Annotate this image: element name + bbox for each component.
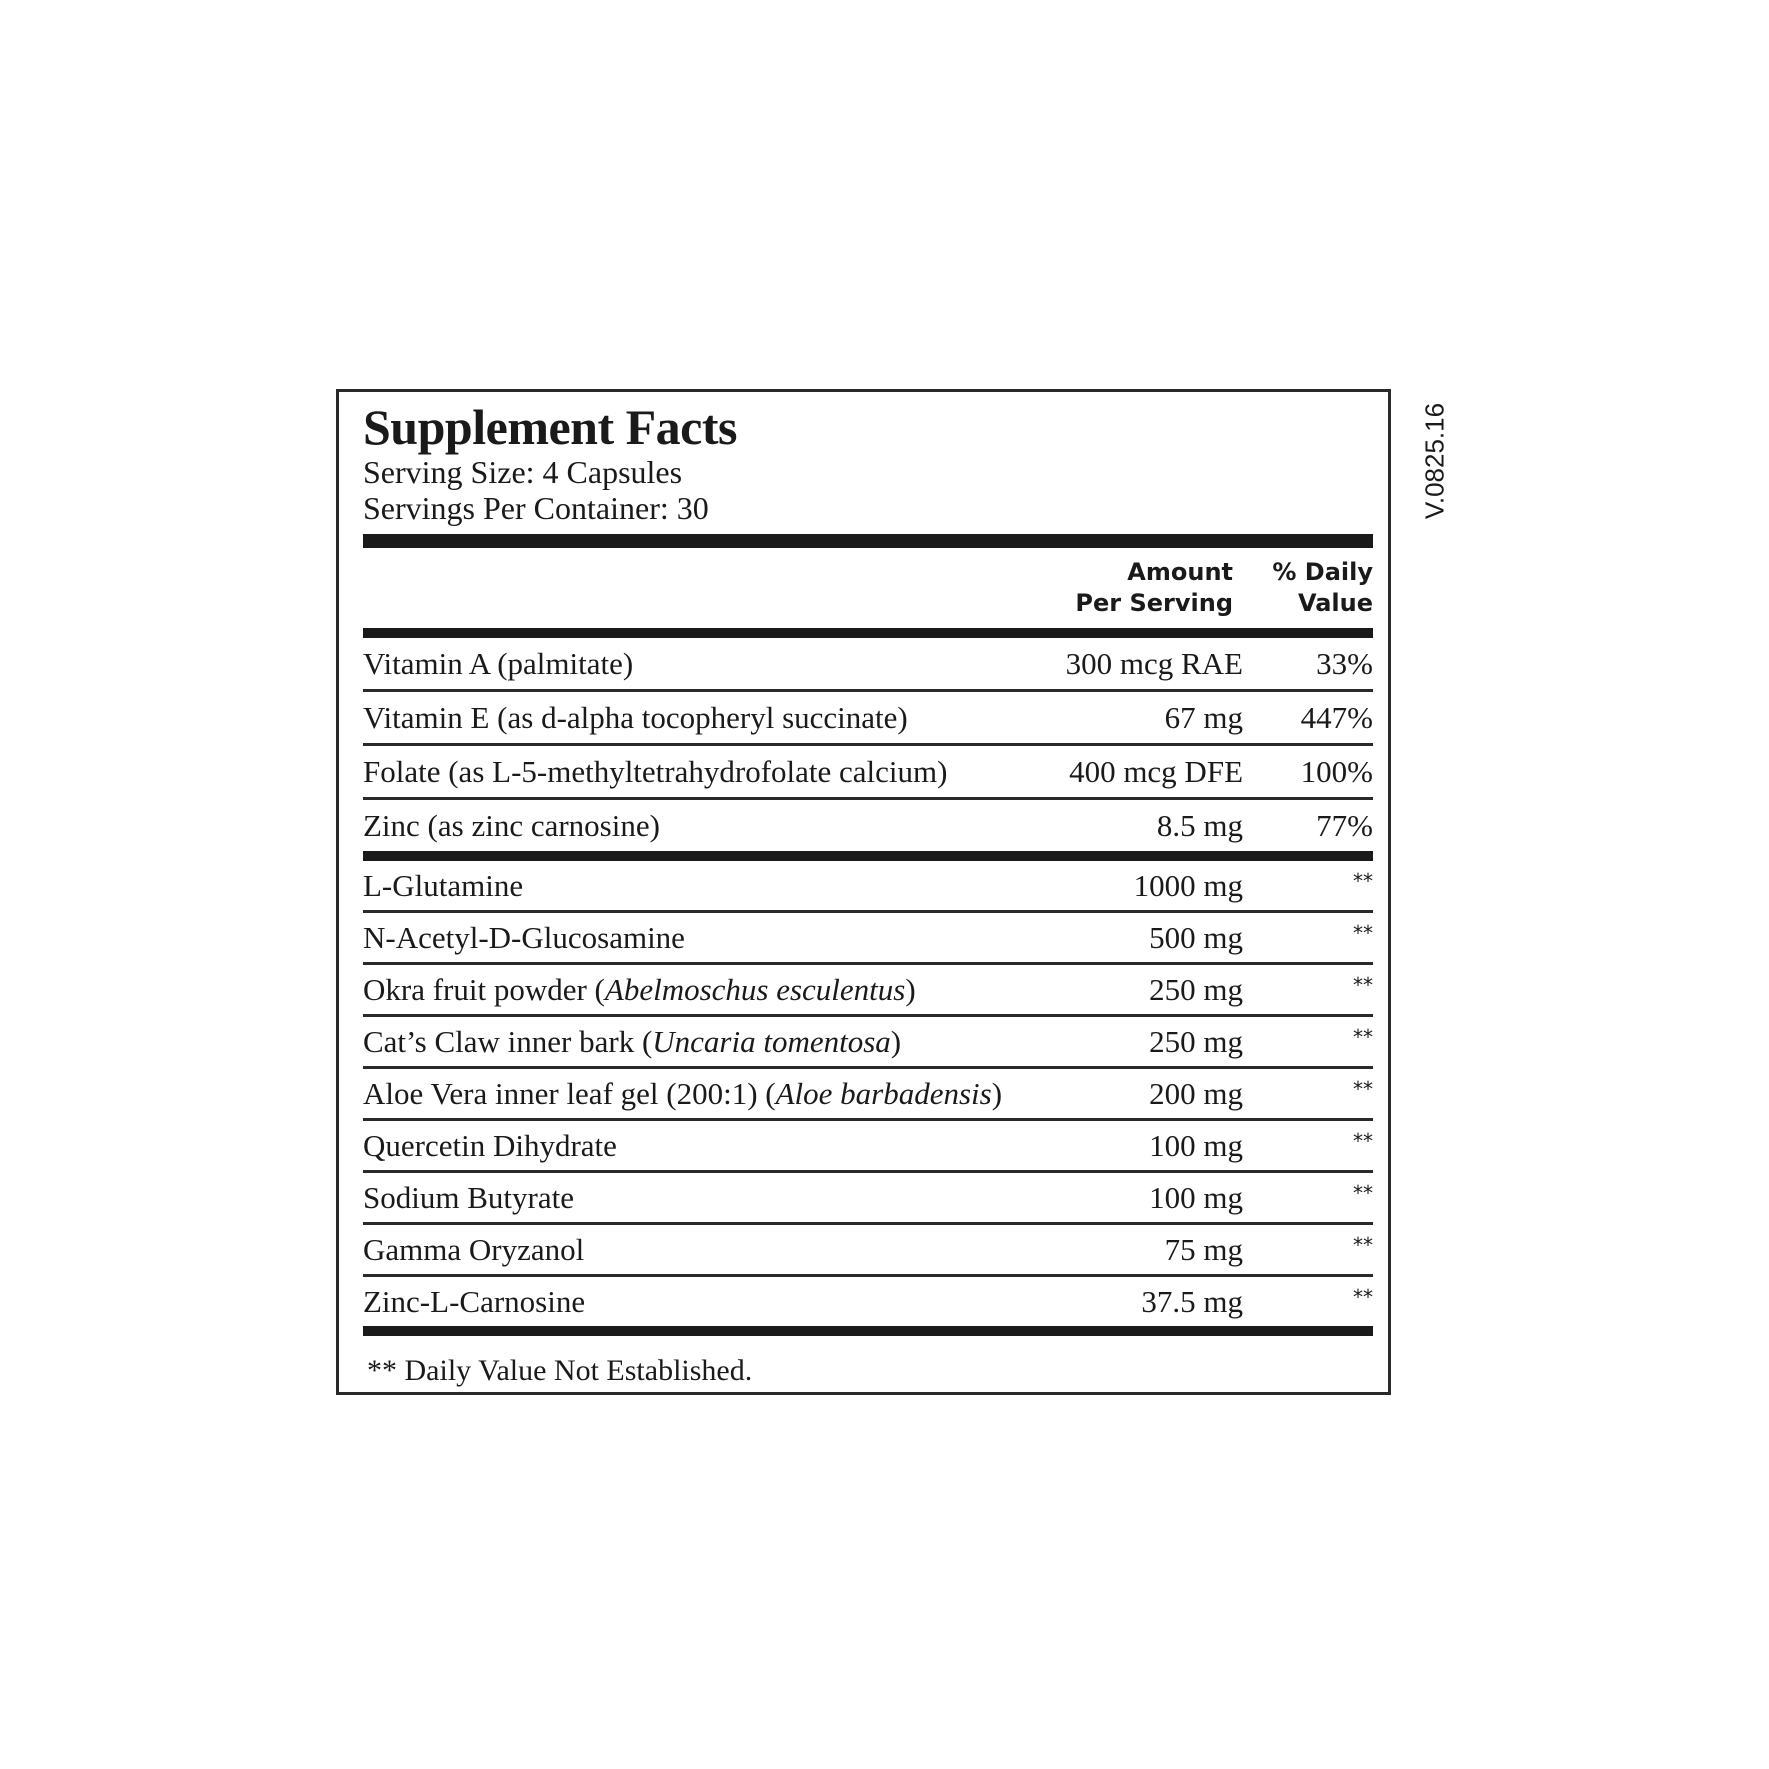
table-row (363, 861, 1373, 913)
servings-per-container: Servings Per Container: 30 (363, 490, 709, 526)
nutrient-name: Vitamin A (palmitate) (363, 645, 634, 681)
nutrient-amount: 400 mcg DFE (1069, 753, 1243, 789)
nutrient-dv: 447% (1300, 699, 1373, 735)
nutrient-amount: 8.5 mg (1156, 807, 1243, 843)
nutrient-name: Vitamin E (as d-alpha tocopheryl succinate) (363, 699, 908, 735)
ingredient-latin-name: Aloe barbadensis (775, 1075, 992, 1111)
nutrient-amount: 67 mg (1164, 699, 1243, 735)
ingredient-name (363, 1180, 1013, 1216)
ingredient-dv: ** (1353, 973, 1373, 997)
ingredient-latin-name: Abelmoschus esculentus (604, 971, 906, 1007)
ingredient-dv: ** (1353, 1233, 1373, 1257)
footnote: ** Daily Value Not Established. (367, 1354, 753, 1387)
divider-thick (363, 534, 1373, 548)
ingredients-section (363, 861, 1373, 1326)
ingredient-amount: 250 mg (1149, 1023, 1243, 1059)
table-row (363, 1173, 1373, 1225)
nutrient-name: Zinc (as zinc carnosine) (363, 807, 660, 843)
ingredient-name-suffix: ) (890, 1023, 902, 1059)
table-row (363, 1017, 1373, 1069)
ingredient-name (363, 1232, 1013, 1268)
header-amount-line1: Amount (1127, 558, 1233, 586)
divider-medium (363, 1326, 1373, 1336)
ingredient-name-text: N-Acetyl-D-Glucosamine (363, 919, 685, 955)
ingredient-amount: 37.5 mg (1141, 1283, 1243, 1319)
version-text: V.0825.16 (1419, 402, 1450, 520)
header-amount-line2: Per Serving (1075, 589, 1233, 617)
table-row (363, 1277, 1373, 1326)
ingredient-name-suffix: ) (905, 971, 916, 1007)
table-row (363, 1069, 1373, 1121)
ingredient-dv: ** (1353, 1025, 1373, 1049)
ingredient-name (363, 972, 1013, 1008)
table-row (363, 913, 1373, 965)
ingredient-dv: ** (1353, 1077, 1373, 1101)
divider-medium (363, 851, 1373, 861)
table-row (363, 746, 1373, 800)
table-row (363, 638, 1373, 692)
ingredient-name (363, 868, 1013, 904)
ingredient-name (363, 920, 1013, 956)
ingredient-amount: 100 mg (1149, 1179, 1243, 1215)
ingredient-amount: 500 mg (1149, 919, 1243, 955)
table-row (363, 800, 1373, 851)
ingredient-name (363, 1024, 1013, 1060)
ingredient-name-text: Gamma Oryzanol (363, 1231, 585, 1267)
ingredient-name (363, 1076, 1013, 1112)
header-dv-line1: % Daily (1272, 558, 1373, 586)
ingredient-name-text: Sodium Butyrate (363, 1179, 574, 1215)
serving-size: Serving Size: 4 Capsules (363, 454, 683, 490)
ingredient-latin-name: Uncaria tomentosa (652, 1023, 891, 1059)
nutrient-dv: 33% (1316, 645, 1373, 681)
nutrient-amount: 300 mcg RAE (1065, 645, 1243, 681)
ingredient-dv: ** (1353, 921, 1373, 945)
ingredient-amount: 75 mg (1164, 1231, 1243, 1267)
nutrient-name: Folate (as L-5-methyltetrahydrofolate calcium) (363, 753, 948, 789)
header-amount (1033, 557, 1233, 619)
ingredient-amount: 200 mg (1149, 1075, 1243, 1111)
ingredient-dv: ** (1353, 1285, 1373, 1309)
nutrient-dv: 100% (1300, 753, 1373, 789)
table-row (363, 1225, 1373, 1277)
divider-medium (363, 628, 1373, 638)
table-row (363, 965, 1373, 1017)
header-daily-value (1233, 557, 1373, 619)
column-headers (363, 548, 1373, 628)
ingredient-amount: 1000 mg (1133, 867, 1243, 903)
table-row (363, 1121, 1373, 1173)
supplement-facts-panel (336, 389, 1391, 1395)
ingredient-name-text: Cat’s Claw inner bark ( (363, 1023, 653, 1059)
ingredient-name (363, 1128, 1013, 1164)
version-code (1420, 391, 1450, 531)
ingredient-name-text: L-Glutamine (363, 867, 524, 903)
ingredient-dv: ** (1353, 1181, 1373, 1205)
table-row (363, 692, 1373, 746)
supplement-facts-content (363, 400, 1373, 1388)
nutrient-dv: 77% (1316, 807, 1373, 843)
ingredient-name-text: Zinc-L-Carnosine (363, 1283, 586, 1319)
ingredient-dv: ** (1353, 869, 1373, 893)
ingredient-name-text: Quercetin Dihydrate (363, 1127, 617, 1163)
vitamins-section (363, 638, 1373, 851)
ingredient-amount: 100 mg (1149, 1127, 1243, 1163)
ingredient-dv: ** (1353, 1129, 1373, 1153)
ingredient-name (363, 1284, 1013, 1320)
ingredient-name-text: Aloe Vera inner leaf gel (200:1) ( (363, 1075, 776, 1111)
ingredient-name-text: Okra fruit powder ( (363, 971, 605, 1007)
ingredient-name-suffix: ) (991, 1075, 1003, 1111)
page-title: Supplement Facts (363, 399, 737, 455)
header-dv-line2: Value (1297, 589, 1373, 617)
ingredient-amount: 250 mg (1149, 971, 1243, 1007)
